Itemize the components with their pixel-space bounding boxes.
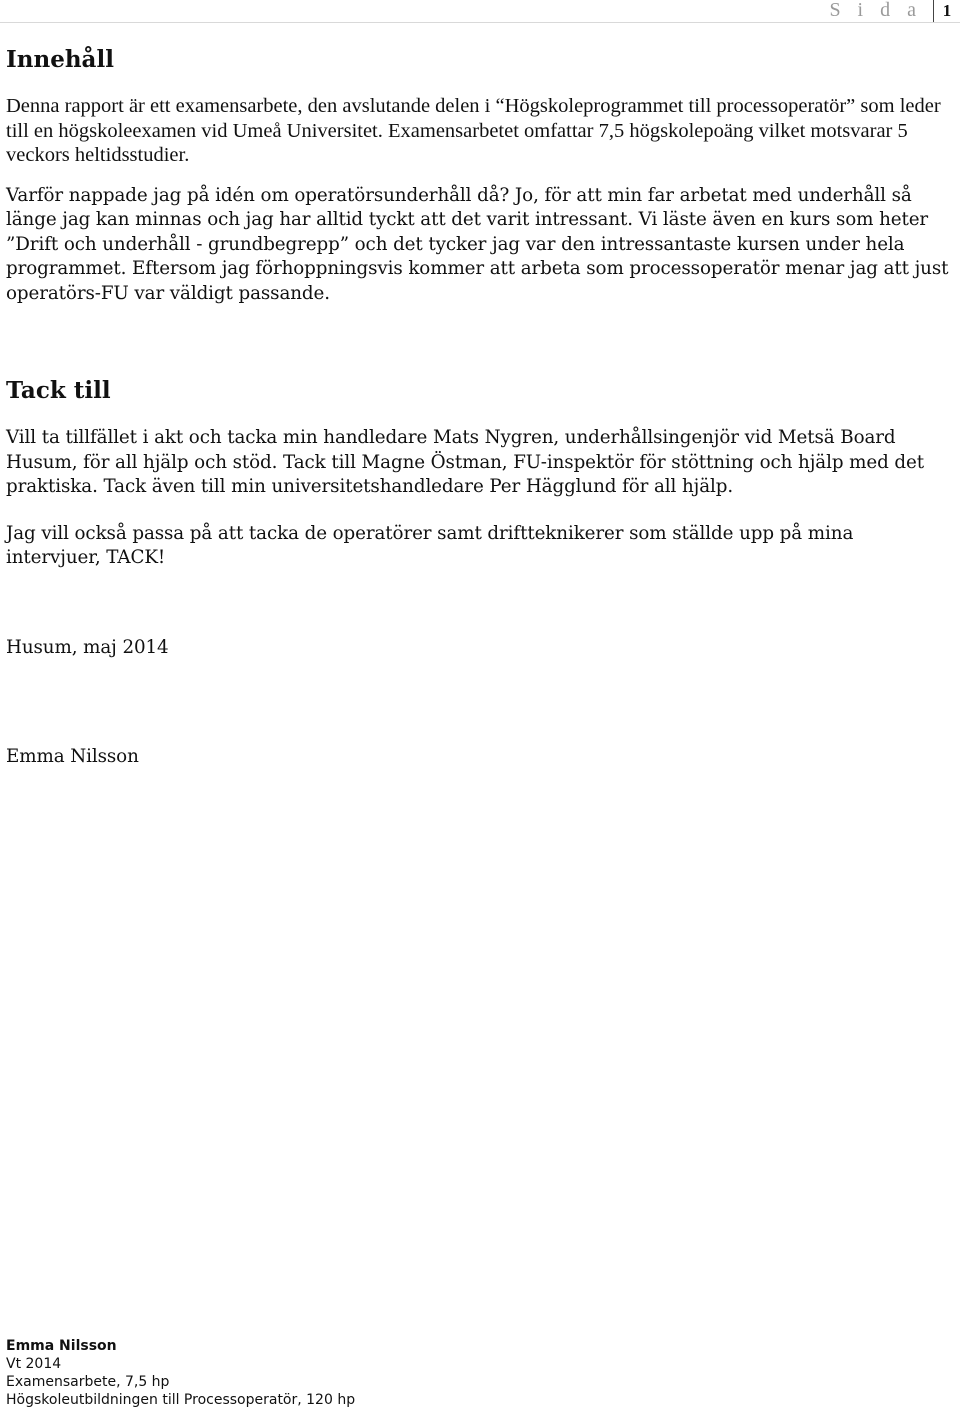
contents-heading: Innehåll [6, 46, 114, 73]
intro-paragraph: Denna rapport är ett examensarbete, den avslutande delen i “Högskoleprogrammet till processoperatör” som leder till en högskoleexamen vid Umeå Universitet. Examensarbetet omfattar 7,5 högskolepoäng vilket motsvarar 5 veckors heltidsstudier. [6, 95, 941, 166]
document-body [6, 43, 951, 770]
footer-course: Examensarbete, 7,5 hp [6, 1374, 170, 1390]
thanks-heading: Tack till [6, 377, 111, 404]
page-footer [6, 1337, 355, 1409]
footer-program: Högskoleutbildningen till Processoperatör, 120 hp [6, 1392, 356, 1408]
page-label: S i d a [829, 0, 922, 21]
signature-name: Emma Nilsson [6, 746, 139, 767]
thanks-operators-paragraph: Jag vill också passa på att tacka de operatörer samt driftteknikerer som ställde upp på mina intervjuer, TACK! [6, 522, 854, 568]
thanks-paragraph: Vill ta tillfället i akt och tacka min handledare Mats Nygren, underhållsingenjör vid Metsä Board Husum, för all hjälp och stöd. Tack till Magne Östman, FU-inspektör för stöttning och hjälp med det praktiska. Tack även till min universitetshandledare Per Hägglund för all hjälp. [6, 427, 924, 497]
page-number: 1 [933, 0, 960, 22]
page-header [0, 0, 960, 23]
place-date: Husum, maj 2014 [6, 636, 169, 658]
footer-term: Vt 2014 [6, 1356, 62, 1372]
footer-author: Emma Nilsson [6, 1338, 117, 1354]
motivation-paragraph: Varför nappade jag på idén om operatörsunderhåll då? Jo, för att min far arbetat med underhåll så länge jag kan minnas och jag har alltid tyckt att det varit intressant. Vi läste även en kurs som heter ”Drift och underhåll - grundbegrepp” och det tycker jag var den intressantaste kursen under hela programmet. Eftersom jag förhoppningsvis kommer att arbeta som processoperatör menar jag att just operatörs-FU var väldigt passande. [6, 184, 949, 304]
